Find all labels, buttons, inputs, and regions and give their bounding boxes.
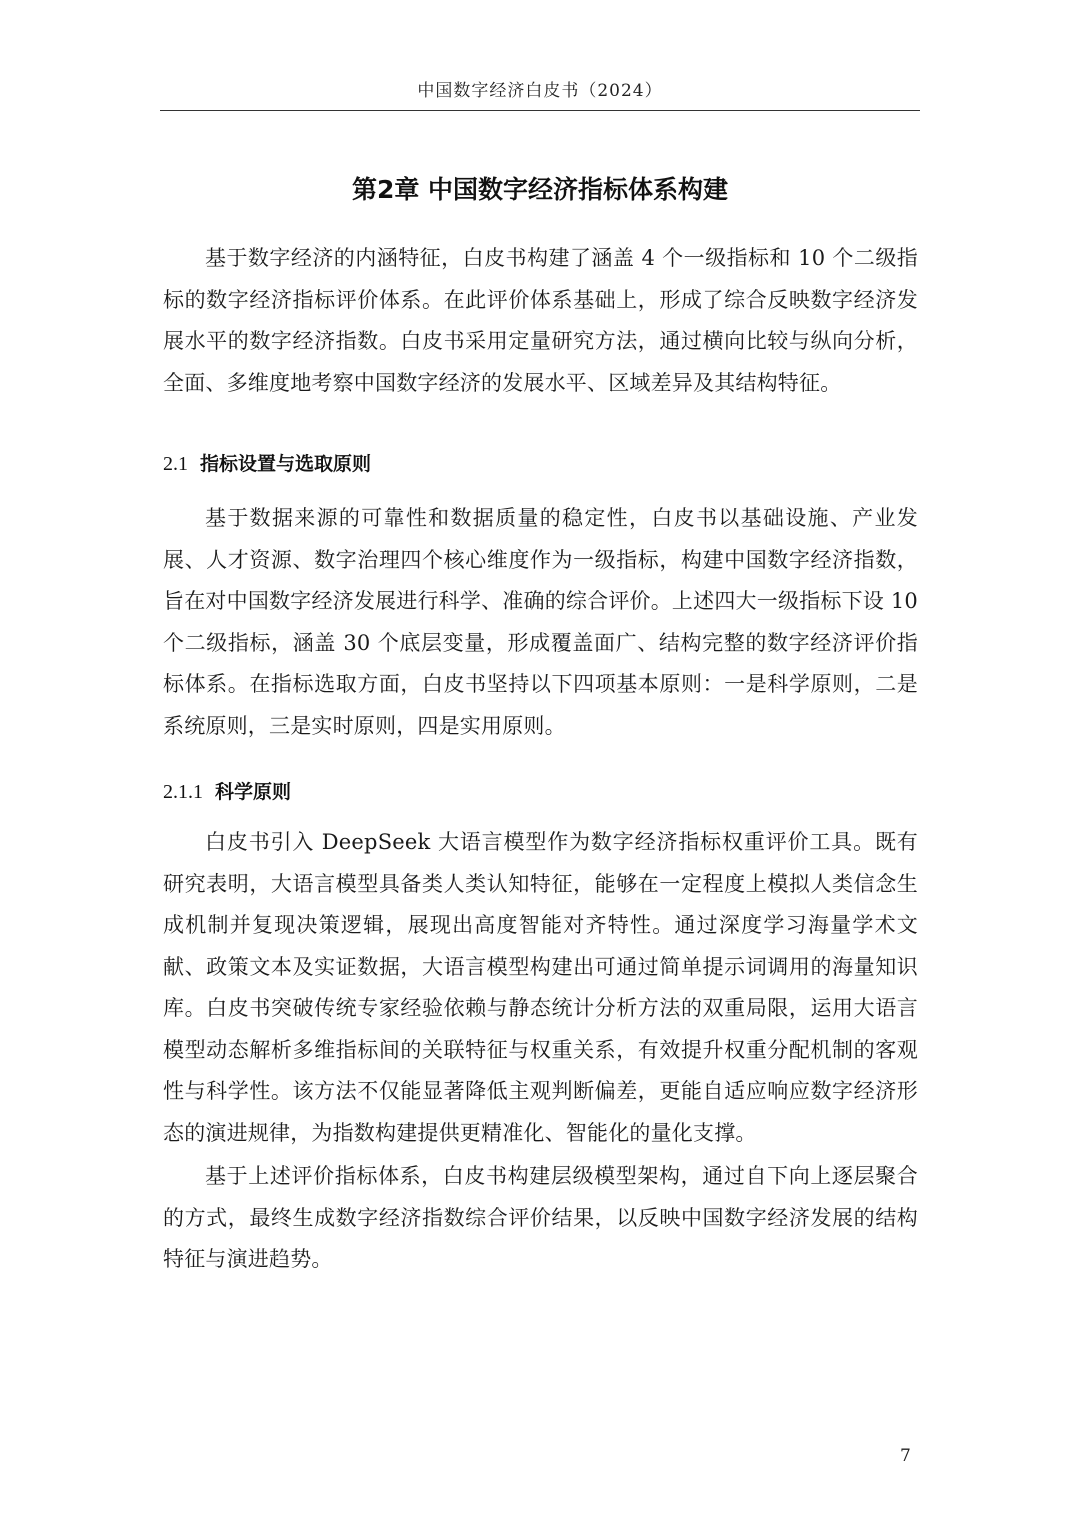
section-2-1-body <box>163 498 918 747</box>
section-2-1-1-paragraph-2: 基于上述评价指标体系，白皮书构建层级模型架构，通过自下向上逐层聚合的方式，最终生成数字经济指数综合评价结果，以反映中国数字经济发展的结构特征与演进趋势。 <box>163 1164 918 1271</box>
section-2-1-paragraph: 基于数据来源的可靠性和数据质量的稳定性，白皮书以基础设施、产业发展、人才资源、数字治理四个核心维度作为一级指标，构建中国数字经济指数，旨在对中国数字经济发展进行科学、准确的综合评价。上述四大一级指标下设 10 个二级指标，涵盖 30 个底层变量，形成覆盖面广、结构完整的数字经济评价指标体系。在指标选取方面，白皮书坚持以下四项基本原则：一是科学原则，二是系统原则，三是实时原则，四是实用原则。 <box>163 506 918 738</box>
page-number: 7 <box>900 1446 911 1466</box>
intro-paragraph: 基于数字经济的内涵特征，白皮书构建了涵盖 4 个一级指标和 10 个二级指标的数字经济指标评价体系。在此评价体系基础上，形成了综合反映数字经济发展水平的数字经济指数。白皮书采用定量研究方法，通过横向比较与纵向分析，全面、多维度地考察中国数字经济的发展水平、区域差异及其结构特征。 <box>163 246 918 395</box>
section-2-1-1-body <box>163 822 918 1281</box>
section-number: 2.1.1 <box>163 781 203 803</box>
section-title: 指标设置与选取原则 <box>200 453 372 475</box>
header-rule <box>160 110 920 111</box>
section-heading-2-1 <box>163 449 371 476</box>
chapter-intro <box>163 238 918 404</box>
section-heading-2-1-1 <box>163 777 291 804</box>
chapter-title: 第2章 中国数字经济指标体系构建 <box>351 175 729 204</box>
section-number: 2.1 <box>163 453 188 475</box>
section-title: 科学原则 <box>215 781 292 803</box>
section-2-1-1-paragraph-1: 白皮书引入 DeepSeek 大语言模型作为数字经济指标权重评价工具。既有研究表明，大语言模型具备类人类认知特征，能够在一定程度上模拟人类信念生成机制并复现决策逻辑，展现出高度智能对齐特性。通过深度学习海量学术文献、政策文本及实证数据，大语言模型构建出可通过简单提示词调用的海量知识库。白皮书突破传统专家经验依赖与静态统计分析方法的双重局限，运用大语言模型动态解析多维指标间的关联特征与权重关系，有效提升权重分配机制的客观性与科学性。该方法不仅能显著降低主观判断偏差，更能自适应响应数字经济形态的演进规律，为指数构建提供更精准化、智能化的量化支撑。 <box>163 830 918 1145</box>
running-header: 中国数字经济白皮书（2024） <box>417 81 663 101</box>
